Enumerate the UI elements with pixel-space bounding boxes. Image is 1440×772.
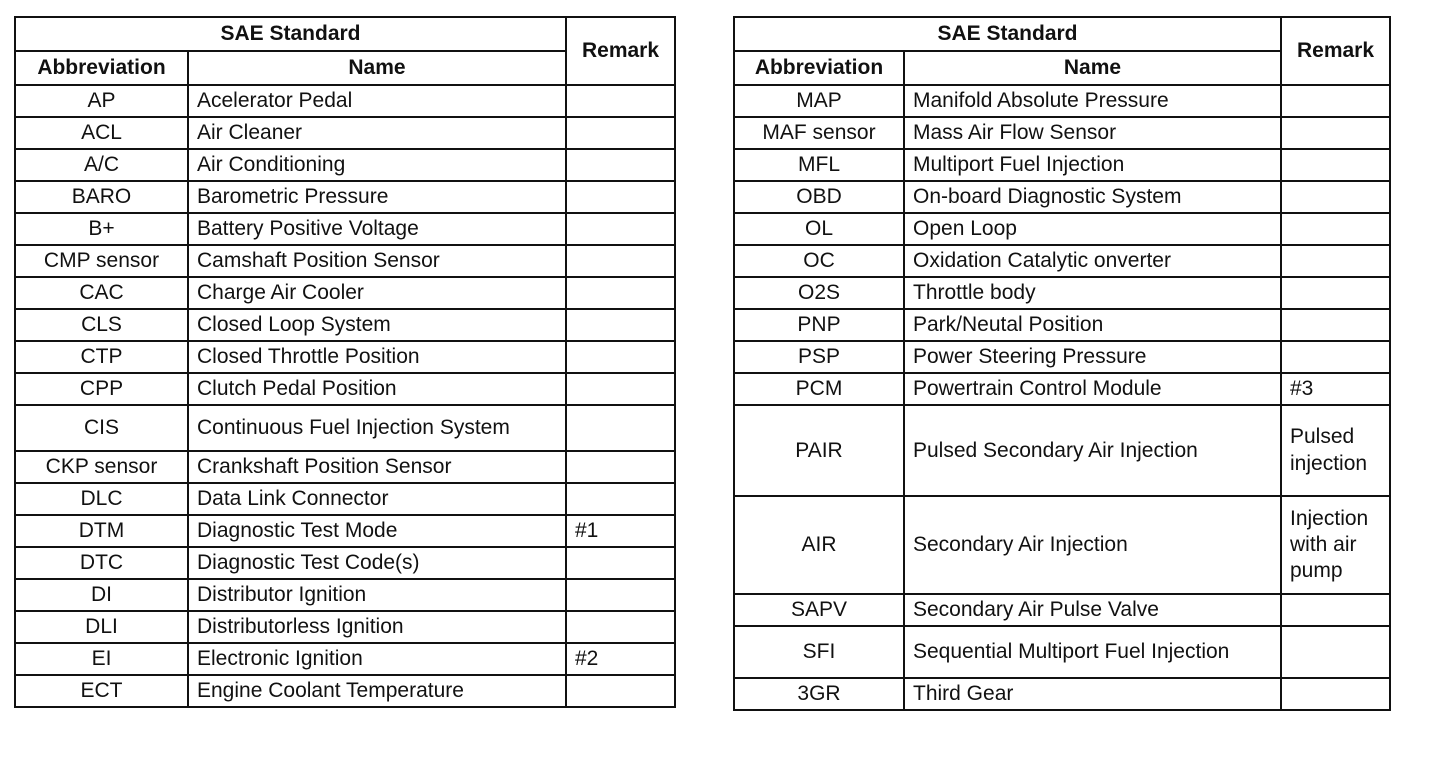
table-row (734, 405, 1390, 496)
table-row (734, 496, 1390, 594)
remark-cell (566, 483, 675, 515)
name-cell: Continuous Fuel Injection System (188, 405, 566, 451)
abbreviation-cell: DTC (15, 547, 188, 579)
name-cell: Crankshaft Position Sensor (188, 451, 566, 483)
name-cell: Diagnostic Test Code(s) (188, 547, 566, 579)
abbreviation-cell: O2S (734, 277, 904, 309)
abbreviation-cell: 3GR (734, 678, 904, 710)
table-row (15, 643, 675, 675)
table-body-left (15, 85, 675, 707)
table-row (15, 483, 675, 515)
name-cell: Pulsed Secondary Air Injection (904, 405, 1281, 496)
remark-cell (566, 373, 675, 405)
name-cell: Oxidation Catalytic onverter (904, 245, 1281, 277)
remark-cell: #2 (566, 643, 675, 675)
table-row (734, 117, 1390, 149)
name-cell: Mass Air Flow Sensor (904, 117, 1281, 149)
abbreviation-cell: CLS (15, 309, 188, 341)
abbreviation-cell: OL (734, 213, 904, 245)
name-cell: Closed Loop System (188, 309, 566, 341)
remark-cell (1281, 341, 1390, 373)
name-cell: Sequential Multiport Fuel Injection (904, 626, 1281, 678)
header-remark: Remark (566, 17, 675, 85)
name-cell: Secondary Air Injection (904, 496, 1281, 594)
name-cell: Park/Neutal Position (904, 309, 1281, 341)
remark-cell (1281, 594, 1390, 626)
name-cell: Multiport Fuel Injection (904, 149, 1281, 181)
table-row (734, 626, 1390, 678)
name-cell: Power Steering Pressure (904, 341, 1281, 373)
remark-cell (566, 547, 675, 579)
remark-cell (566, 181, 675, 213)
abbreviation-cell: AIR (734, 496, 904, 594)
table-row (734, 594, 1390, 626)
table-row (15, 309, 675, 341)
abbreviation-cell: CKP sensor (15, 451, 188, 483)
abbreviation-table-left (14, 16, 676, 708)
table-row (734, 277, 1390, 309)
name-cell: Acelerator Pedal (188, 85, 566, 117)
name-cell: Battery Positive Voltage (188, 213, 566, 245)
table-row (734, 213, 1390, 245)
name-cell: Powertrain Control Module (904, 373, 1281, 405)
remark-cell: Injection with air pump (1281, 496, 1390, 594)
table-row (15, 85, 675, 117)
abbreviation-cell: CMP sensor (15, 245, 188, 277)
table-row (734, 309, 1390, 341)
remark-cell (1281, 309, 1390, 341)
abbreviation-table-right (733, 16, 1391, 711)
abbreviation-cell: SFI (734, 626, 904, 678)
remark-cell (566, 309, 675, 341)
abbreviation-cell: DI (15, 579, 188, 611)
abbreviation-cell: PCM (734, 373, 904, 405)
name-cell: Throttle body (904, 277, 1281, 309)
name-cell: Distributor Ignition (188, 579, 566, 611)
abbreviation-cell: DLI (15, 611, 188, 643)
name-cell: Distributorless Ignition (188, 611, 566, 643)
abbreviation-cell: MAF sensor (734, 117, 904, 149)
name-cell: Air Conditioning (188, 149, 566, 181)
table-row (734, 149, 1390, 181)
header-name: Name (188, 51, 566, 85)
name-cell: Third Gear (904, 678, 1281, 710)
remark-cell (566, 451, 675, 483)
abbreviation-cell: PSP (734, 341, 904, 373)
name-cell: Electronic Ignition (188, 643, 566, 675)
name-cell: Camshaft Position Sensor (188, 245, 566, 277)
table-row (15, 245, 675, 277)
remark-cell (1281, 213, 1390, 245)
table-row (15, 515, 675, 547)
table-row (15, 579, 675, 611)
name-cell: Engine Coolant Temperature (188, 675, 566, 707)
header-remark: Remark (1281, 17, 1390, 85)
remark-cell: #3 (1281, 373, 1390, 405)
name-cell: Clutch Pedal Position (188, 373, 566, 405)
table-body-right (734, 85, 1390, 710)
name-cell: Open Loop (904, 213, 1281, 245)
name-cell: On-board Diagnostic System (904, 181, 1281, 213)
name-cell: Charge Air Cooler (188, 277, 566, 309)
header-abbreviation: Abbreviation (734, 51, 904, 85)
abbreviation-cell: OC (734, 245, 904, 277)
table-row (15, 213, 675, 245)
name-cell: Closed Throttle Position (188, 341, 566, 373)
abbreviation-cell: DLC (15, 483, 188, 515)
table-row (15, 451, 675, 483)
abbreviation-cell: MAP (734, 85, 904, 117)
remark-cell (566, 245, 675, 277)
abbreviation-cell: AP (15, 85, 188, 117)
table-row (734, 678, 1390, 710)
table-row (734, 373, 1390, 405)
abbreviation-cell: CTP (15, 341, 188, 373)
table-row (734, 85, 1390, 117)
abbreviation-cell: CIS (15, 405, 188, 451)
remark-cell (566, 149, 675, 181)
remark-cell (1281, 245, 1390, 277)
abbreviation-cell: OBD (734, 181, 904, 213)
remark-cell (1281, 678, 1390, 710)
remark-cell (566, 277, 675, 309)
table-row (15, 181, 675, 213)
abbreviation-cell: CAC (15, 277, 188, 309)
abbreviation-cell: MFL (734, 149, 904, 181)
table-row (15, 547, 675, 579)
abbreviation-cell: CPP (15, 373, 188, 405)
remark-cell (566, 117, 675, 149)
remark-cell: Pulsed injection (1281, 405, 1390, 496)
table-row (15, 405, 675, 451)
name-cell: Air Cleaner (188, 117, 566, 149)
abbreviation-cell: BARO (15, 181, 188, 213)
remark-cell (1281, 277, 1390, 309)
table-row (15, 341, 675, 373)
table-row (15, 675, 675, 707)
header-abbreviation: Abbreviation (15, 51, 188, 85)
remark-cell (1281, 626, 1390, 678)
remark-cell (1281, 181, 1390, 213)
abbreviation-cell: ECT (15, 675, 188, 707)
table-row (15, 611, 675, 643)
remark-cell (566, 213, 675, 245)
remark-cell (1281, 85, 1390, 117)
remark-cell (566, 405, 675, 451)
abbreviation-cell: DTM (15, 515, 188, 547)
name-cell: Data Link Connector (188, 483, 566, 515)
table-row (15, 117, 675, 149)
remark-cell (566, 85, 675, 117)
table-row (15, 277, 675, 309)
remark-cell (566, 341, 675, 373)
header-name: Name (904, 51, 1281, 85)
name-cell: Barometric Pressure (188, 181, 566, 213)
name-cell: Secondary Air Pulse Valve (904, 594, 1281, 626)
remark-cell (566, 579, 675, 611)
name-cell: Manifold Absolute Pressure (904, 85, 1281, 117)
abbreviation-cell: SAPV (734, 594, 904, 626)
abbreviation-cell: ACL (15, 117, 188, 149)
abbreviation-cell: PNP (734, 309, 904, 341)
remark-cell (1281, 149, 1390, 181)
header-sae-standard: SAE Standard (734, 17, 1281, 51)
table-row (734, 181, 1390, 213)
remark-cell (566, 675, 675, 707)
table-row (734, 341, 1390, 373)
name-cell: Diagnostic Test Mode (188, 515, 566, 547)
abbreviation-cell: B+ (15, 213, 188, 245)
table-row (15, 373, 675, 405)
remark-cell (1281, 117, 1390, 149)
abbreviation-cell: EI (15, 643, 188, 675)
table-row (15, 149, 675, 181)
remark-cell (566, 611, 675, 643)
header-sae-standard: SAE Standard (15, 17, 566, 51)
remark-cell: #1 (566, 515, 675, 547)
abbreviation-cell: A/C (15, 149, 188, 181)
abbreviation-cell: PAIR (734, 405, 904, 496)
table-row (734, 245, 1390, 277)
